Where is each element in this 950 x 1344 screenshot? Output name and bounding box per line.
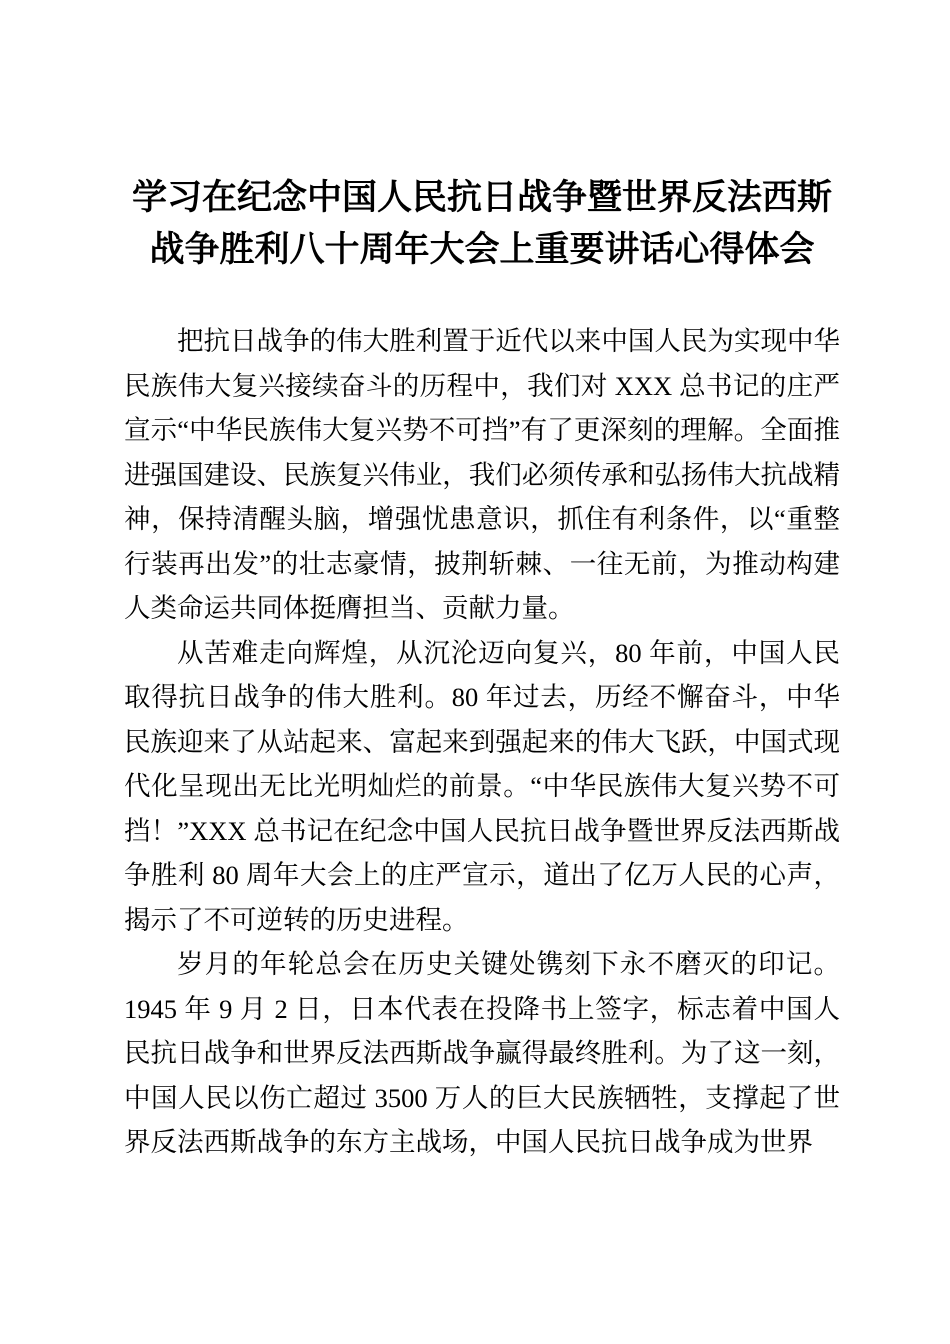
paragraph-2: 从苦难走向辉煌，从沉沦迈向复兴，80 年前，中国人民取得抗日战争的伟大胜利。80 年过去，历经不懈奋斗，中华民族迎来了从站起来、富起来到强起来的伟大飞跃，中国式现代化呈现出无比光明灿烂的前景。“中华民族伟大复兴势不可挡！”XXX 总书记在纪念中国人民抗日战争暨世界反法西斯战争胜利 80 周年大会上的庄严宣示，道出了亿万人民的心声，揭示了不可逆转的历史进程。 — [124, 637, 840, 935]
paragraph-3: 岁月的年轮总会在历史关键处镌刻下永不磨灭的印记。1945 年 9 月 2 日，日本代表在投降书上签字，标志着中国人民抗日战争和世界反法西斯战争赢得最终胜利。为了这一刻，中国人民以伤亡超过 3500 万人的巨大民族牺牲，支撑起了世界反法西斯战争的东方主战场，中国人民抗日战争成为世界 — [124, 949, 840, 1157]
paragraph-1: 把抗日战争的伟大胜利置于近代以来中国人民为实现中华民族伟大复兴接续奋斗的历程中，我们对 XXX 总书记的庄严宣示“中华民族伟大复兴势不可挡”有了更深刻的理解。全面推进强国建设、民族复兴伟业，我们必须传承和弘扬伟大抗战精神，保持清醒头脑，增强忧患意识，抓住有利条件，以“重整行装再出发”的壮志豪情，披荆斩棘、一往无前，为推动构建人类命运共同体挺膺担当、贡献力量。 — [124, 326, 840, 623]
document-title: 学习在纪念中国人民抗日战争暨世界反法西斯战争胜利八十周年大会上重要讲话心得体会 — [131, 178, 832, 269]
document-body — [124, 319, 840, 1165]
